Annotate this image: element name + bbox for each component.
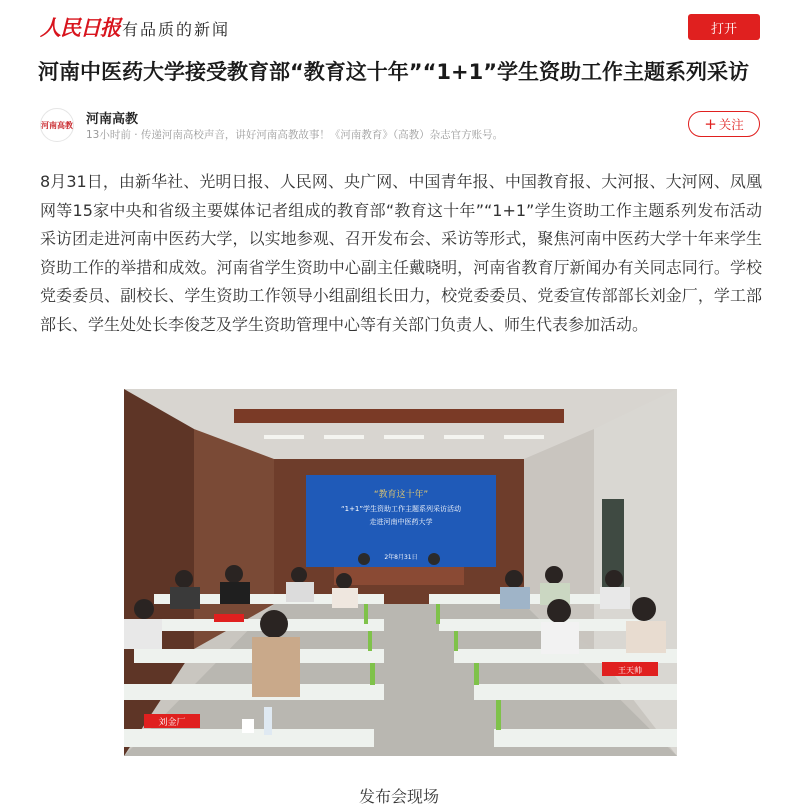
water-bottle xyxy=(264,707,272,735)
name-card-2-text: 王天帅 xyxy=(618,666,642,675)
author-meta: 13小时前 · 传递河南高校声音，讲好河南高教故事！《河南教育》（高教）杂志官方账号。 xyxy=(86,129,504,141)
name-card-1-text: 刘金厂 xyxy=(158,718,186,728)
article-photo[interactable] xyxy=(124,389,677,756)
screen-line-1: “教育这十年” xyxy=(373,490,429,500)
avatar-logo-text: 河南高教 xyxy=(41,119,73,130)
author-name[interactable]: 河南高教 xyxy=(86,112,139,127)
name-card-3 xyxy=(214,614,244,622)
top-bar xyxy=(0,0,798,52)
peoples-daily-logo[interactable]: 人民日报 xyxy=(40,15,120,40)
stage-table xyxy=(334,567,464,585)
speaker-2 xyxy=(428,553,440,565)
open-app-button[interactable]: 打开 xyxy=(688,14,760,40)
screen-line-3: 走进河南中医药大学 xyxy=(369,518,433,526)
plus-icon: + xyxy=(704,115,717,133)
author-bar xyxy=(40,108,762,142)
article-body: 8月31日，由新华社、光明日报、人民网、央广网、中国青年报、中国教育报、大河报、大河网、凤凰网等15家中央和省级主要媒体记者组成的教育部“教育这十年”“1+1”学生资助工作主题系列发布活动采访团走进河南中医药大学，以实地参观、召开发布会、采访等形式，聚焦河南中医药大学十年来学生资助工作的举措和成效。河南省学生资助中心副主任戴晓明，河南省教育厅新闻办有关同志同行。学校党委委员、副校长、学生资助工作领导小组副组长田力，校党委委员、党委宣传部部长刘金厂，学工部部长、学生处处长李俊芝及学生资助管理中心等有关部门负责人、师生代表参加活动。 xyxy=(40,172,762,334)
article-title: 河南中医药大学接受教育部“教育这十年”“1+1”学生资助工作主题系列采访 xyxy=(38,60,750,84)
conference-photo-illustration xyxy=(124,389,677,756)
slogan: 有品质的新闻 xyxy=(122,20,231,39)
photo-caption: 发布会现场 xyxy=(358,787,439,806)
follow-label: 关注 xyxy=(718,117,744,132)
follow-button[interactable] xyxy=(688,111,760,137)
screen-date: 2年8月31日 xyxy=(384,554,418,561)
ceiling-beam xyxy=(234,409,564,423)
screen-line-2: “1+1”学生资助工作主题系列采访活动 xyxy=(340,505,462,513)
speaker-1 xyxy=(358,553,370,565)
paper-cup xyxy=(242,719,254,733)
author-avatar[interactable] xyxy=(40,108,74,142)
